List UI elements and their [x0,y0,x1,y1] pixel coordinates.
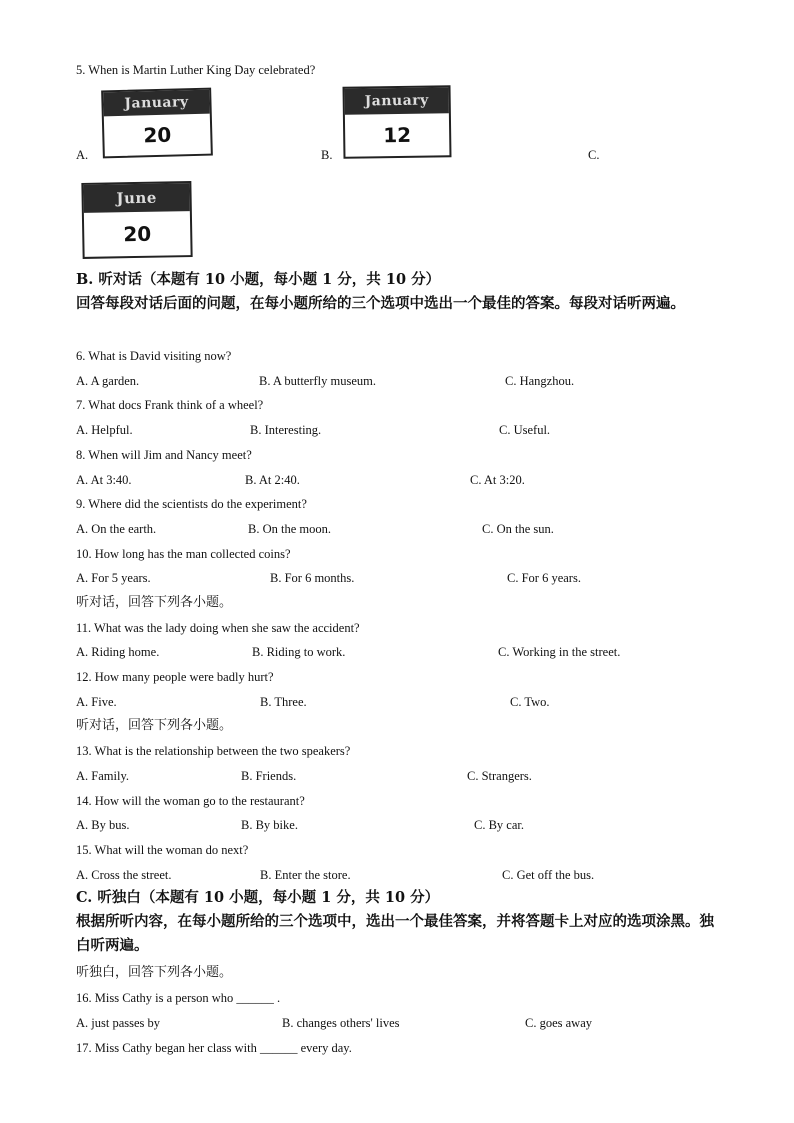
q10-option-c[interactable]: C. For 6 years. [507,571,581,585]
question-11: 11. What was the lady doing when she saw the accident? [76,621,360,635]
q13-option-b[interactable]: B. Friends. [241,769,297,783]
question-16: 16. Miss Cathy is a person who ______ . [76,991,281,1005]
calendar-day: 20 [143,122,172,148]
q6-option-b[interactable]: B. A butterfly museum. [259,374,377,388]
q13-option-c[interactable]: C. Strangers. [467,769,532,783]
q15-option-a[interactable]: A. Cross the street. [76,868,172,882]
q14-option-b[interactable]: B. By bike. [241,818,298,832]
q14-option-c[interactable]: C. By car. [474,818,524,832]
question-6: 6. What is David visiting now? [76,349,232,363]
question-7: 7. What docs Frank think of a wheel? [76,398,264,412]
question-5: 5. When is Martin Luther King Day celebrated? [76,63,316,77]
q10-option-a[interactable]: A. For 5 years. [76,571,151,585]
q15-option-c[interactable]: C. Get off the bus. [502,868,595,882]
listen-instruction-1: 听对话，回答下列各小题。 [76,595,233,610]
listen-instruction-3: 听独白，回答下列各小题。 [76,965,233,980]
question-15: 15. What will the woman do next? [76,843,249,857]
q9-option-a[interactable]: A. On the earth. [76,522,157,536]
q8-option-a[interactable]: A. At 3:40. [76,473,132,487]
calendar-day: 12 [383,122,412,148]
q8-option-b[interactable]: B. At 2:40. [245,473,300,487]
q11-option-c[interactable]: C. Working in the street. [498,645,621,659]
option-c-label: C. [588,148,600,162]
q7-option-b[interactable]: B. Interesting. [250,423,322,437]
q6-option-c[interactable]: C. Hangzhou. [505,374,575,388]
q9-option-b[interactable]: B. On the moon. [248,522,331,536]
q12-option-c[interactable]: C. Two. [510,695,550,709]
question-9: 9. Where did the scientists do the experiment? [76,497,307,511]
q14-option-a[interactable]: A. By bus. [76,818,130,832]
calendar-option-b[interactable] [343,85,452,159]
q11-option-a[interactable]: A. Riding home. [76,645,160,659]
q16-option-c[interactable]: C. goes away [525,1016,592,1030]
calendar-option-a[interactable] [101,88,213,159]
calendar-month: January [345,87,449,114]
listen-instruction-2: 听对话，回答下列各小题。 [76,718,233,733]
q10-option-b[interactable]: B. For 6 months. [270,571,355,585]
q15-option-b[interactable]: B. Enter the store. [260,868,351,882]
q16-option-b[interactable]: B. changes others' lives [282,1016,400,1030]
q16-option-a[interactable]: A. just passes by [76,1016,161,1030]
section-b-instruction: 回答每段对话后面的问题，在每小题所给的三个选项中选出一个最佳的答案。每段对话听两遍。 [76,295,685,312]
question-8: 8. When will Jim and Nancy meet? [76,448,252,462]
q9-option-c[interactable]: C. On the sun. [482,522,554,536]
question-17: 17. Miss Cathy began her class with ______ every day. [76,1041,352,1055]
q7-option-a[interactable]: A. Helpful. [76,423,133,437]
question-10: 10. How long has the man collected coins? [76,547,291,561]
q8-option-c[interactable]: C. At 3:20. [470,473,525,487]
section-b-title: B. 听对话（本题有 10 小题，每小题 1 分，共 10 分） [76,271,441,288]
question-14: 14. How will the woman go to the restaurant? [76,794,305,808]
section-c-instruction: 根据所听内容，在每小题所给的三个选项中，选出一个最佳答案，并将答题卡上对应的选项涂黑。独白听两遍。 [76,913,714,954]
question-13: 13. What is the relationship between the two speakers? [76,744,351,758]
q6-option-a[interactable]: A. A garden. [76,374,140,388]
option-a-label: A. [76,148,89,162]
q12-option-b[interactable]: B. Three. [260,695,307,709]
q7-option-c[interactable]: C. Useful. [499,423,551,437]
section-c-title: C. 听独白（本题有 10 小题，每小题 1 分，共 10 分） [76,889,440,906]
q12-option-a[interactable]: A. Five. [76,695,117,709]
question-12: 12. How many people were badly hurt? [76,670,274,684]
calendar-month: June [83,183,189,213]
option-b-label: B. [321,148,333,162]
q11-option-b[interactable]: B. Riding to work. [252,645,346,659]
calendar-month: January [103,90,210,117]
calendar-option-c[interactable] [81,181,192,259]
q13-option-a[interactable]: A. Family. [76,769,130,783]
calendar-day: 20 [123,221,152,247]
